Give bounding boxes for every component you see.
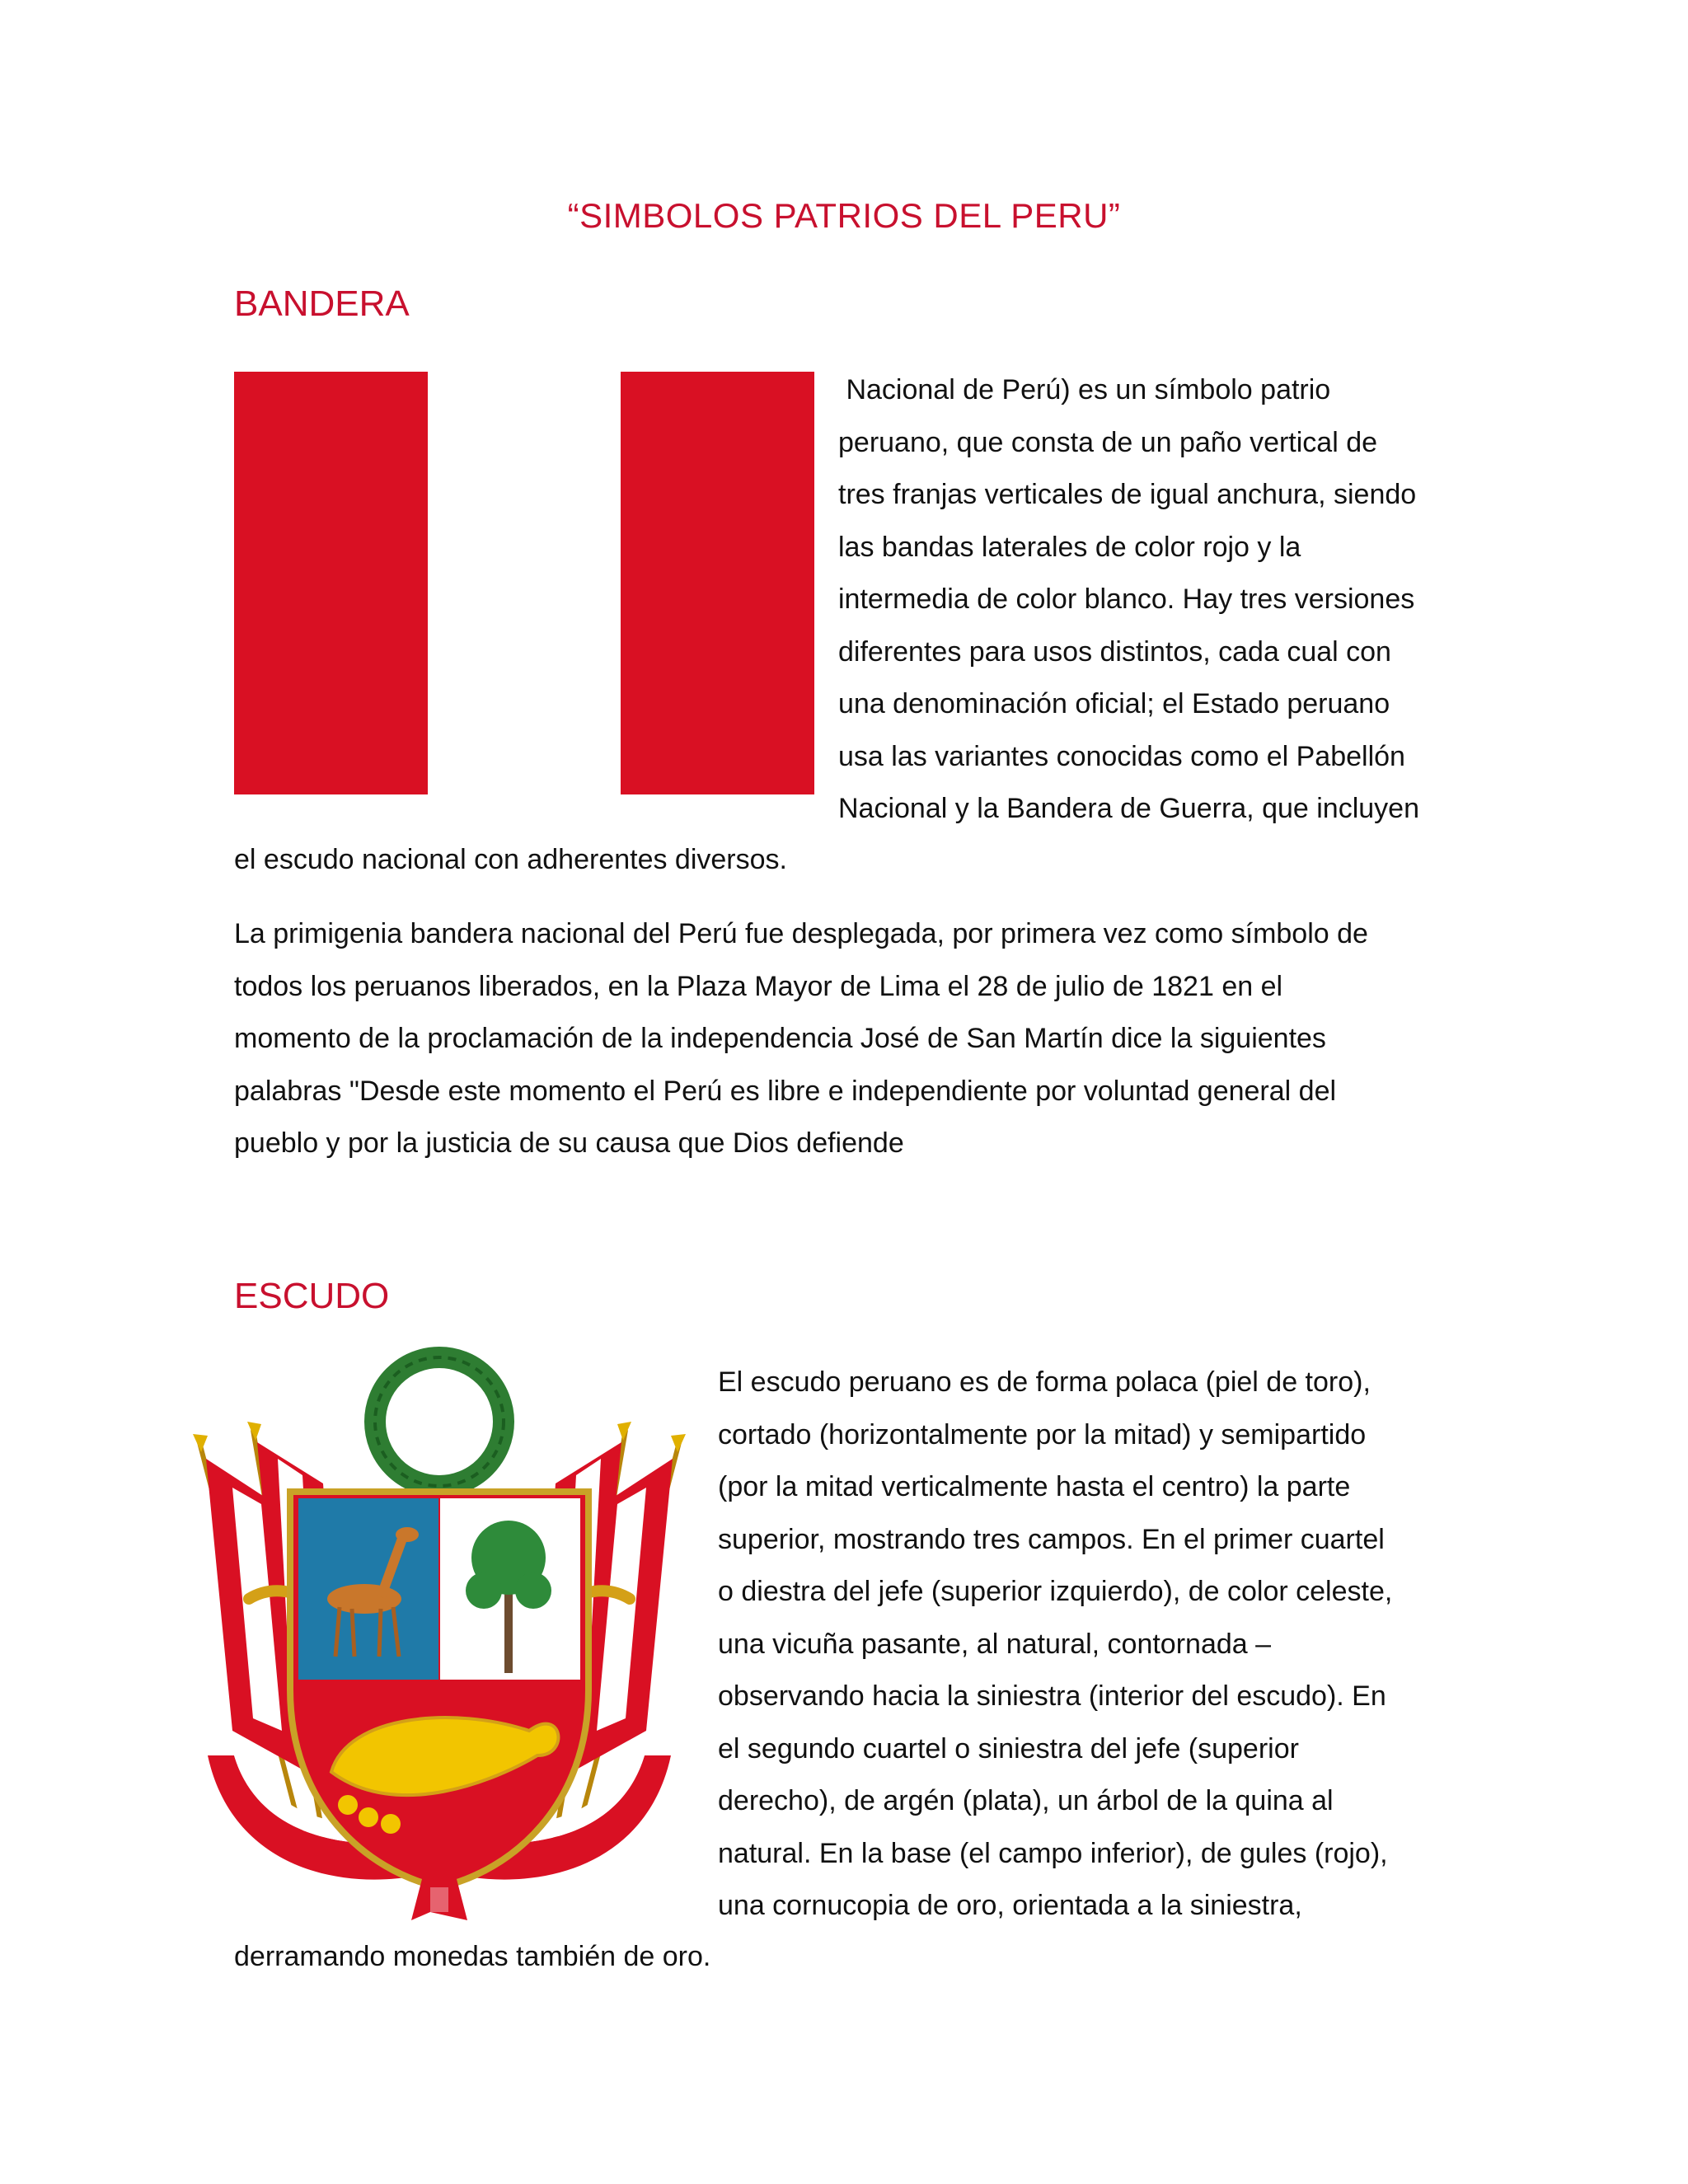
text-line: las bandas laterales de color rojo y la [838,531,1301,563]
bandera-history-paragraph [234,908,1454,1170]
text-line: una cornucopia de oro, orientada a la siniestra, [718,1890,1302,1921]
peru-flag-image [234,372,814,794]
text-line: cortado (horizontalmente por la mitad) y semipartido [718,1418,1367,1451]
bandera-tail-text: el escudo nacional con adherentes diversos. [234,844,787,875]
text-line: intermedia de color blanco. Hay tres versiones [838,583,1415,615]
flag-white-band [428,372,621,794]
text-line: todos los peruanos liberados, en la Plaza Mayor de Lima el 28 de julio de 1821 en el [234,970,1283,1002]
peru-coat-of-arms-image [183,1343,696,1937]
text-line: diferentes para usos distintos, cada cual con [838,635,1391,668]
escudo-tail-text: derramando monedas también de oro. [234,1941,711,1972]
text-line: una vicuña pasante, al natural, contornada – [718,1628,1272,1660]
text-line: o diestra del jefe (superior izquierdo), de color celeste, [718,1576,1393,1607]
text-line: momento de la proclamación de la independencia José de San Martín dice la siguientes [234,1023,1326,1054]
text-line: palabras "Desde este momento el Perú es libre e independiente por voluntad general del [234,1075,1337,1107]
flag-red-band-right [621,372,814,794]
bandera-side-text [838,364,1453,836]
text-line: una denominación oficial; el Estado peruano [838,688,1390,719]
text-line: observando hacia la siniestra (interior del escudo). En [718,1680,1386,1712]
escudo-side-text [718,1357,1453,1933]
text-line: natural. En la base (el campo inferior), de gules (rojo), [718,1837,1388,1869]
text-line: derecho), de argén (plata), un árbol de la quina al [718,1785,1334,1816]
text-line: (por la mitad verticalmente hasta el centro) la parte [718,1471,1351,1502]
text-line: superior, mostrando tres campos. En el primer cuartel [718,1523,1385,1555]
text-line: Nacional de Perú) es un símbolo patrio [838,374,1331,405]
text-line: el segundo cuartel o siniestra del jefe (superior [718,1732,1299,1765]
text-line: La primigenia bandera nacional del Perú fue desplegada, por primera vez como símbolo de [234,918,1368,949]
text-line: peruano, que consta de un paño vertical de [838,426,1378,458]
text-line: El escudo peruano es de forma polaca (piel de toro), [718,1366,1371,1398]
text-line: tres franjas verticales de igual anchura, siendo [838,479,1417,510]
bandera-heading: BANDERA [234,284,410,324]
text-line: pueblo y por la justicia de su causa que Dios defiende [234,1127,904,1159]
document-title: “SIMBOLOS PATRIOS DEL PERU” [567,196,1121,235]
flag-red-band-left [234,372,428,794]
text-line: usa las variantes conocidas como el Pabellón [838,740,1405,772]
text-line: Nacional y la Bandera de Guerra, que incluyen [838,793,1419,824]
escudo-heading: ESCUDO [234,1276,390,1316]
